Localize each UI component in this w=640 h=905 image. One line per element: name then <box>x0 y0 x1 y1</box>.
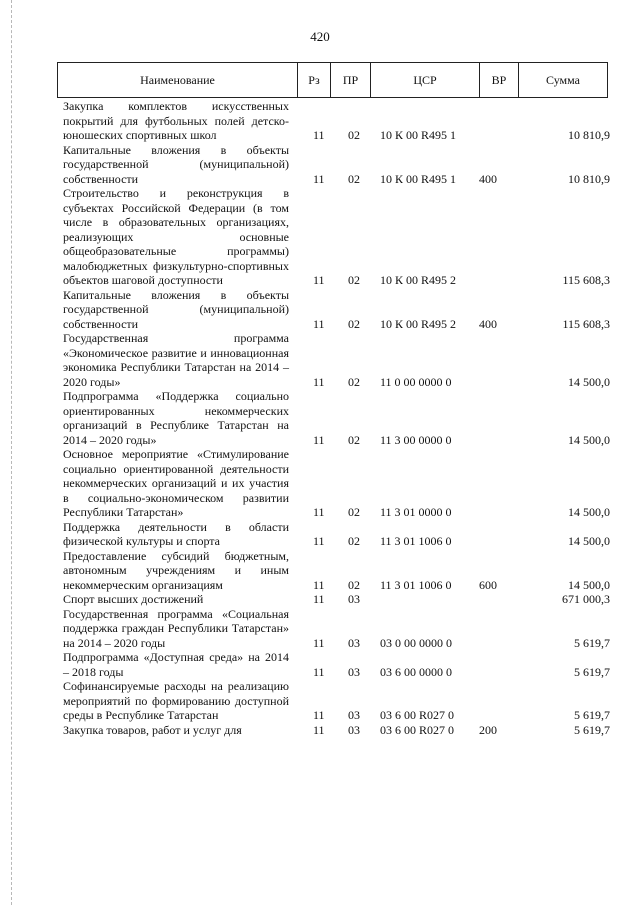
row-name: Закупка комплектов искусственных покрытий для футбольных полей детско-юношеских спортивных школ <box>63 99 289 142</box>
table-row <box>63 592 613 607</box>
row-rz: 11 <box>313 592 325 606</box>
header-sum: Сумма <box>546 73 580 87</box>
row-csr: 11 0 00 0000 0 <box>380 374 452 389</box>
row-rz: 11 <box>313 432 325 447</box>
row-csr: 10 К 00 R495 2 <box>380 316 457 331</box>
table-row <box>63 186 613 288</box>
row-csr: 10 К 00 R495 1 <box>380 171 457 186</box>
row-sum: 10 810,9 <box>568 128 610 142</box>
row-pr: 02 <box>348 171 360 186</box>
row-sum: 671 000,3 <box>562 592 610 606</box>
row-sum: 5 619,7 <box>574 722 610 737</box>
row-rz: 11 <box>313 171 325 186</box>
row-csr: 03 6 00 R027 0 <box>380 722 455 737</box>
row-csr: 03 0 00 0000 0 <box>380 635 452 650</box>
row-name: Капитальные вложения в объекты государственной (муниципальной) собственности <box>63 142 289 186</box>
row-csr: 11 3 01 1006 0 <box>380 577 452 592</box>
row-pr: 03 <box>348 708 360 722</box>
table-row <box>63 549 613 593</box>
row-csr: 11 3 01 1006 0 <box>380 534 452 548</box>
row-sum: 14 500,0 <box>568 432 610 447</box>
row-sum: 14 500,0 <box>568 374 610 389</box>
table-row <box>63 143 613 187</box>
row-pr: 02 <box>348 505 360 519</box>
row-vr: 400 <box>479 316 497 331</box>
row-sum: 14 500,0 <box>568 534 610 548</box>
row-vr: 600 <box>479 577 497 592</box>
header-name: Наименование <box>58 63 298 97</box>
row-pr: 02 <box>348 128 360 142</box>
table-header <box>57 62 608 98</box>
table-row <box>63 679 613 723</box>
row-pr: 03 <box>348 635 360 650</box>
header-pr: ПР <box>331 63 371 97</box>
row-rz: 11 <box>313 374 325 389</box>
row-sum: 14 500,0 <box>568 577 610 592</box>
table-row <box>63 389 613 447</box>
row-pr: 02 <box>348 316 360 331</box>
table-row <box>63 723 613 738</box>
row-rz: 11 <box>313 505 325 519</box>
row-name: Спорт высших достижений <box>63 592 204 606</box>
row-rz: 11 <box>313 708 325 722</box>
row-csr: 11 3 00 0000 0 <box>380 432 452 447</box>
row-name: Подпрограмма «Поддержка социально ориентированных некоммерческих организаций в Республике Татарстан на 2014 – 2020 годы» <box>63 389 289 447</box>
row-name: Основное мероприятие «Стимулирование социально ориентированной деятельности некоммерческих организаций и их участия в социально-экономическом развитии Республики Татарстан» <box>63 447 289 519</box>
row-sum: 10 810,9 <box>568 171 610 186</box>
row-rz: 11 <box>313 635 325 650</box>
row-pr: 03 <box>348 592 360 606</box>
row-csr: 03 6 00 R027 0 <box>380 708 455 722</box>
row-rz: 11 <box>313 273 325 287</box>
row-pr: 02 <box>348 374 360 389</box>
table-row <box>63 447 613 520</box>
row-sum: 14 500,0 <box>568 505 610 519</box>
row-sum: 5 619,7 <box>574 664 610 679</box>
row-name: Софинансируемые расходы на реализацию мероприятий по формированию доступной среды в Республике Татарстан <box>63 679 289 722</box>
row-name: Капитальные вложения в объекты государственной (муниципальной) собственности <box>63 287 289 331</box>
row-sum: 115 608,3 <box>562 273 610 287</box>
row-name: Государственная программа «Социальная поддержка граждан Республики Татарстан» на 2014 – 2020 годы <box>63 606 289 650</box>
row-rz: 11 <box>313 722 325 737</box>
header-vr: ВР <box>480 63 519 97</box>
row-pr: 02 <box>348 432 360 447</box>
binding-margin-line <box>11 0 12 905</box>
row-vr: 200 <box>479 722 497 737</box>
table-row <box>63 331 613 389</box>
row-name: Подпрограмма «Доступная среда» на 2014 – 2018 годы <box>63 650 289 679</box>
table-row <box>63 607 613 651</box>
row-pr: 02 <box>348 577 360 592</box>
row-vr: 400 <box>479 171 497 186</box>
header-rz: Рз <box>298 63 331 97</box>
row-pr: 03 <box>348 722 360 737</box>
row-rz: 11 <box>313 534 325 548</box>
row-name: Поддержка деятельности в области физической культуры и спорта <box>63 519 289 548</box>
row-rz: 11 <box>313 316 325 331</box>
table-row <box>63 520 613 549</box>
table-row <box>63 288 613 332</box>
row-name: Государственная программа «Экономическое развитие и инновационная экономика Республики Татарстан на 2014 – 2020 годы» <box>63 331 289 389</box>
row-pr: 02 <box>348 273 360 287</box>
row-rz: 11 <box>313 128 325 142</box>
row-pr: 03 <box>348 664 360 679</box>
table-row <box>63 650 613 679</box>
row-csr: 10 К 00 R495 2 <box>380 273 457 287</box>
row-csr: 10 К 00 R495 1 <box>380 128 457 142</box>
table-body <box>63 99 613 737</box>
row-sum: 5 619,7 <box>574 635 610 650</box>
row-name: Закупка товаров, работ и услуг для <box>63 722 242 737</box>
row-rz: 11 <box>313 577 325 592</box>
header-csr: ЦСР <box>371 63 480 97</box>
row-csr: 03 6 00 0000 0 <box>380 664 452 679</box>
row-sum: 5 619,7 <box>574 708 610 722</box>
row-sum: 115 608,3 <box>562 316 610 331</box>
row-csr: 11 3 01 0000 0 <box>380 505 452 519</box>
row-pr: 02 <box>348 534 360 548</box>
page-number: 420 <box>310 29 330 44</box>
table-row <box>63 99 613 143</box>
row-rz: 11 <box>313 664 325 679</box>
row-name: Предоставление субсидий бюджетным, автономным учреждениям и иным некоммерческим организациям <box>63 548 289 592</box>
row-name: Строительство и реконструкция в субъектах Российской Федерации (в том числе в образовательных организациях, реализующих основные общеобразовательные программы) малобюджетных физкультурно-спортивных объектов шаговой доступности <box>63 186 289 287</box>
